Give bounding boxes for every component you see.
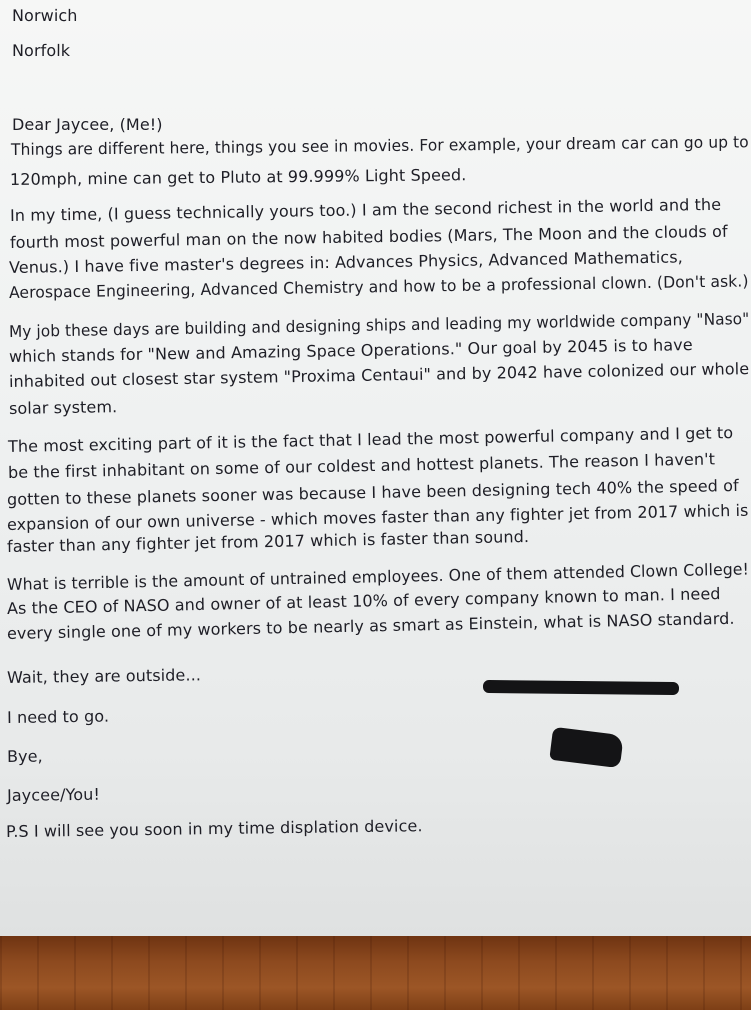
body-line-10: solar system. (8, 397, 118, 418)
redaction-scribble-1 (483, 680, 679, 695)
wooden-desk-background (0, 936, 751, 1010)
body-line-9: inhabited out closest star system "Proxima Centaui" and by 2042 have colonized our whole (8, 359, 750, 391)
redaction-scribble-2 (549, 727, 623, 768)
body-line-22: Jaycee/You! (6, 784, 101, 805)
body-line-23: P.S I will see you soon in my time displation device. (5, 816, 423, 841)
body-line-6: Aerospace Engineering, Advanced Chemistry and how to be a professional clown. (Don't ask.) (8, 271, 749, 302)
body-line-18: every single one of my workers to be nearly as smart as Einstein, what is NASO standard. (6, 608, 735, 643)
body-line-11: The most exciting part of it is the fact that I lead the most powerful company and I get to (7, 423, 734, 456)
body-line-13: gotten to these planets sooner was because I have been designing tech 40% the speed of (6, 475, 739, 509)
address-line-1: Norwich (11, 5, 78, 26)
address-line-2: Norfolk (11, 40, 71, 61)
body-line-21: Bye, (6, 746, 43, 766)
body-line-12: be the first inhabitant on some of our coldest and hottest planets. The reason I haven't (7, 449, 716, 482)
body-line-3: In my time, (I guess technically yours too.) I am the second richest in the world and the (9, 194, 722, 225)
body-line-4: fourth most powerful man on the now habited bodies (Mars, The Moon and the clouds of (9, 221, 728, 252)
body-line-8: which stands for "New and Amazing Space Operations." Our goal by 2045 is to have (8, 335, 693, 366)
body-line-19: Wait, they are outside... (6, 665, 202, 687)
body-line-2: 120mph, mine can get to Pluto at 99.999% Light Speed. (9, 165, 467, 189)
body-line-16: What is terrible is the amount of untrained employees. One of them attended Clown College! (6, 559, 750, 594)
greeting: Dear Jaycee, (Me!) (12, 115, 163, 134)
body-line-15: faster than any fighter jet from 2017 which is faster than sound. (6, 526, 530, 556)
body-line-14: expansion of our own universe - which moves faster than any fighter jet from 2017 which is (6, 500, 749, 534)
body-line-1: Things are different here, things you see in movies. For example, your dream car can go up to (10, 132, 749, 159)
body-line-5: Venus.) I have five master's degrees in: Advances Physics, Advanced Mathematics, (8, 247, 684, 277)
body-line-17: As the CEO of NASO and owner of at least 10% of every company known to man. I need (6, 584, 721, 618)
body-line-7: My job these days are building and designing ships and leading my worldwide company "Naso" (8, 309, 750, 341)
body-line-20: I need to go. (6, 706, 110, 727)
